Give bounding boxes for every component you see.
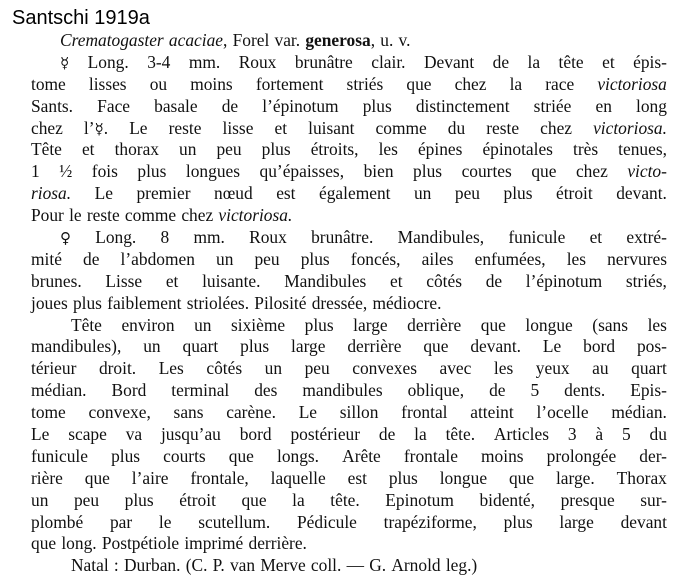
text-line: brunes. Lisse et luisante. Mandibules et côtés de l’épinotum striés,	[31, 270, 667, 291]
text-line: funicule plus courts que longs. Arête frontale moins prolongée der-	[31, 445, 667, 466]
text-line: joues plus faiblement striolées. Pilosité dressée, médiocre.	[31, 292, 442, 313]
page-header: Santschi 1919a	[12, 7, 150, 29]
text-line: Le scape va jusqu’au bord postérieur de la tête. Articles 3 à 5 du	[31, 424, 667, 445]
text-line: mité de l’abdomen un peu plus foncés, ailes enfumées, les nervures	[31, 248, 667, 269]
text-line: 1 ½ fois plus longues qu’épaisses, bien plus courtes que chez victo-	[31, 161, 667, 182]
text-line: Natal : Durban. (C. P. van Merve coll. — G. Arnold leg.)	[71, 555, 478, 576]
text-line: ♀ Long. 8 mm. Roux brunâtre. Mandibules, funicule et extré-	[60, 227, 667, 248]
text-line: Sants. Face basale de l’épinotum plus distinctement striée en long	[31, 95, 667, 116]
text-line: que long. Postpétiole imprimé derrière.	[31, 533, 307, 554]
text-line: tome convexe, sans carène. Le sillon frontal atteint l’ocelle médian.	[31, 402, 667, 423]
text-line: térieur droit. Les côtés un peu convexes avec les yeux au quart	[31, 358, 667, 379]
text-line: tome lisses ou moins fortement striés que chez la race victoriosa	[31, 73, 667, 94]
text-line: plombé par le scutellum. Pédicule trapéziforme, plus large devant	[31, 511, 667, 532]
text-line: chez l’☿. Le reste lisse et luisant comme du reste chez victoriosa.	[31, 117, 667, 138]
text-line: Tête et thorax un peu plus étroits, les épines épinotales très tenues,	[31, 139, 667, 160]
text-line: mandibules), un quart plus large derrière que devant. Le bord pos-	[31, 336, 667, 357]
text-line: ☿ Long. 3-4 mm. Roux brunâtre clair. Devant de la tête et épis-	[60, 51, 667, 72]
text-line: Tête environ un sixième plus large derrière que longue (sans les	[71, 314, 667, 335]
text-line: médian. Bord terminal des mandibules oblique, de 5 dents. Epis-	[31, 380, 667, 401]
text-line: riosa. Le premier nœud est également un peu plus étroit devant.	[31, 183, 667, 204]
text-line: Crematogaster acaciae, Forel var. generosa, u. v.	[60, 30, 411, 50]
text-line: un peu plus étroit que la tête. Epinotum bidenté, presque sur-	[31, 489, 667, 510]
text-line: rière que l’aire frontale, laquelle est plus longue que large. Thorax	[31, 467, 667, 488]
text-line: Pour le reste comme chez victoriosa.	[31, 205, 293, 226]
document-body	[31, 30, 667, 577]
